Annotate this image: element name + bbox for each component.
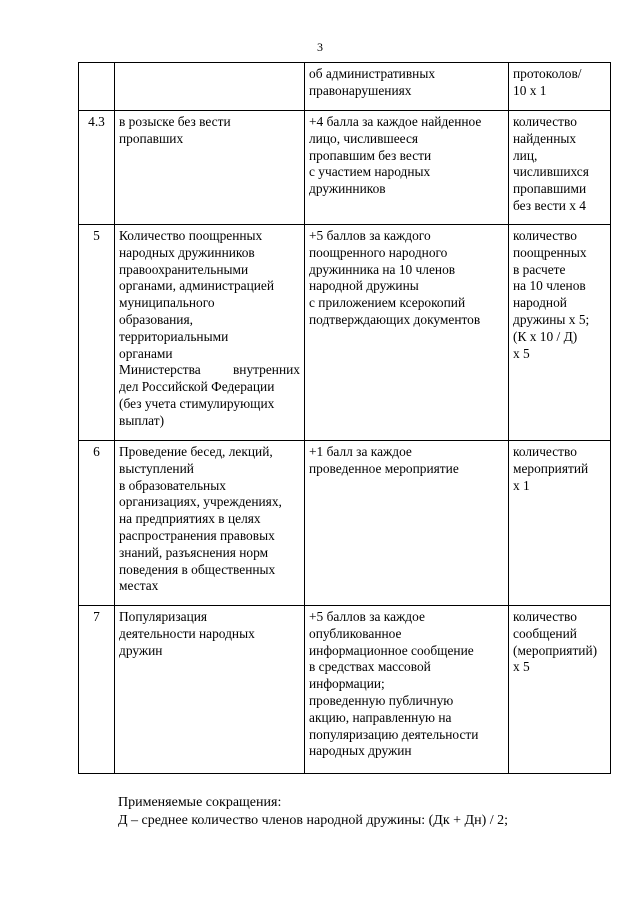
score-line: акцию, направленную на — [309, 709, 452, 725]
row-number: 5 — [93, 228, 100, 243]
criterion-cell — [115, 111, 305, 225]
calculation-line: народной — [513, 295, 567, 311]
score-line: +5 баллов за каждое — [309, 609, 425, 624]
calculation-line: без вести х 4 — [513, 197, 586, 213]
calculation-line: количество — [513, 609, 577, 624]
calculation-line: количество — [513, 444, 577, 459]
criterion-line: знаний, разъяснения норм — [119, 544, 269, 560]
calculation-line: мероприятий — [513, 460, 589, 476]
row-number-cell — [79, 441, 115, 606]
criterion-line: организациях, учреждениях, — [119, 494, 282, 510]
page-number: 3 — [317, 40, 323, 54]
criterion-line: пропавших — [119, 130, 184, 146]
justified-word: Министерства — [119, 362, 201, 378]
criteria-table — [78, 62, 611, 774]
criterion-line: дружин — [119, 642, 163, 658]
criterion-line: (без учета стимулирующих — [119, 395, 275, 411]
table-row — [79, 111, 611, 225]
score-line: пропавшим без вести — [309, 147, 432, 163]
score-cell — [305, 606, 509, 774]
criteria-table-body — [79, 63, 611, 774]
table-row — [79, 225, 611, 441]
calculation-line: пропавшими — [513, 181, 587, 197]
calculation-line: на 10 членов — [513, 278, 586, 294]
criterion-line: народных дружинников — [119, 244, 255, 260]
criterion-line: Проведение бесед, лекций, — [119, 444, 273, 459]
score-line: поощренного народного — [309, 244, 448, 260]
calculation-line: (мероприятий) — [513, 642, 598, 658]
score-cell — [305, 225, 509, 441]
score-line: +5 баллов за каждого — [309, 228, 431, 243]
criterion-cell — [115, 225, 305, 441]
score-line: в средствах массовой — [309, 659, 431, 675]
criterion-cell — [115, 63, 305, 111]
row-number-cell — [79, 606, 115, 774]
criterion-line: дел Российской Федерации — [119, 379, 275, 395]
abbreviations-heading: Применяемые сокращения: — [118, 795, 282, 810]
criterion-line: Количество поощренных — [119, 228, 263, 243]
calculation-line: поощренных — [513, 244, 587, 260]
row-number: 7 — [93, 609, 100, 624]
calculation-line: найденных — [513, 130, 577, 146]
criterion-cell — [115, 441, 305, 606]
abbreviations-note — [118, 794, 598, 830]
score-line: с участием народных — [309, 164, 431, 180]
score-line: народных дружин — [309, 743, 412, 759]
calculation-line: х 1 — [513, 477, 530, 493]
justified-word: внутренних — [232, 362, 300, 378]
calculation-line: (К х 10 / Д) — [513, 328, 578, 344]
score-line: подтверждающих документов — [309, 311, 481, 327]
criterion-line: деятельности народных — [119, 625, 255, 641]
table-row — [79, 606, 611, 774]
criterion-line: в розыске без вести — [119, 114, 231, 129]
score-line: популяризацию деятельности — [309, 726, 479, 742]
score-line: правонарушениях — [309, 82, 412, 98]
criterion-cell — [115, 606, 305, 774]
criterion-line: выступлений — [119, 460, 194, 476]
score-cell — [305, 63, 509, 111]
criterion-line — [119, 362, 300, 379]
score-line: проведенное мероприятие — [309, 460, 459, 476]
calculation-line: 10 х 1 — [513, 82, 547, 98]
calculation-cell — [509, 111, 611, 225]
criterion-line: муниципального — [119, 295, 215, 311]
criterion-line: поведения в общественных — [119, 561, 276, 577]
score-line: лицо, числившееся — [309, 130, 419, 146]
criterion-line: образования, — [119, 311, 193, 327]
criterion-line: на предприятиях в целях — [119, 511, 261, 527]
table-row — [79, 441, 611, 606]
criterion-line: выплат) — [119, 412, 165, 428]
score-line: дружинника на 10 членов — [309, 261, 456, 277]
score-line: +1 балл за каждое — [309, 444, 412, 459]
score-line: с приложением ксерокопий — [309, 295, 466, 311]
score-line: проведенную публичную — [309, 692, 454, 708]
calculation-cell — [509, 606, 611, 774]
calculation-line: сообщений — [513, 625, 577, 641]
row-number-cell — [79, 111, 115, 225]
calculation-line: лиц, — [513, 147, 538, 163]
score-cell — [305, 111, 509, 225]
calculation-cell — [509, 441, 611, 606]
criterion-line: Популяризация — [119, 609, 208, 624]
table-row — [79, 63, 611, 111]
calculation-line: в расчете — [513, 261, 566, 277]
score-line: об административных — [309, 66, 436, 81]
score-line: народной дружины — [309, 278, 419, 294]
calculation-line: протоколов/ — [513, 66, 582, 81]
row-number: 4.3 — [88, 114, 105, 129]
criterion-line: территориальными — [119, 328, 229, 344]
calculation-cell — [509, 63, 611, 111]
score-line: опубликованное — [309, 625, 402, 641]
score-cell — [305, 441, 509, 606]
criterion-line: органами — [119, 345, 173, 361]
row-number: 6 — [93, 444, 100, 459]
score-line: дружинников — [309, 181, 386, 197]
score-line: информации; — [309, 676, 385, 692]
calculation-line: количество — [513, 228, 577, 243]
calculation-line: х 5 — [513, 659, 530, 675]
calculation-line: числившихся — [513, 164, 589, 180]
criterion-line: в образовательных — [119, 477, 226, 493]
score-line: +4 балла за каждое найденное — [309, 114, 482, 129]
criterion-line: органами, администрацией — [119, 278, 275, 294]
calculation-cell — [509, 225, 611, 441]
abbreviation-definition: Д – среднее количество членов народной дружины: (Дк + Дн) / 2; — [118, 813, 509, 828]
row-number-cell — [79, 63, 115, 111]
score-line: информационное сообщение — [309, 642, 474, 658]
criterion-line: распространения правовых — [119, 527, 275, 543]
calculation-line: дружины х 5; — [513, 311, 590, 327]
criterion-line: местах — [119, 578, 159, 594]
row-number-cell — [79, 225, 115, 441]
calculation-line: х 5 — [513, 345, 530, 361]
criterion-line: правоохранительными — [119, 261, 249, 277]
calculation-line: количество — [513, 114, 577, 129]
